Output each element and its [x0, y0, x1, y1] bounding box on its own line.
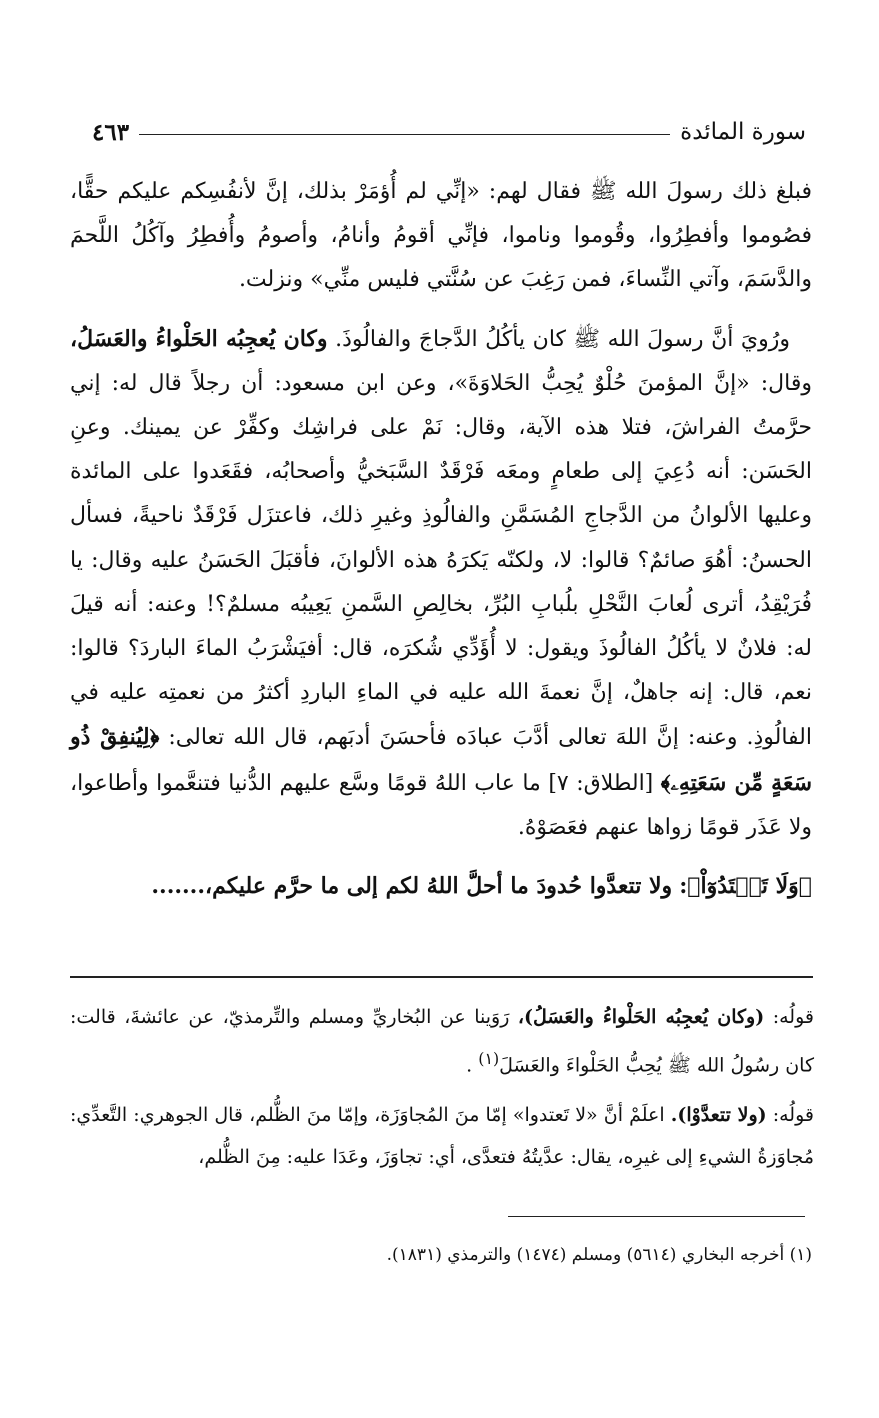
page-number: ٤٦٣	[92, 118, 130, 146]
running-header	[92, 112, 806, 152]
paragraph-3	[70, 864, 812, 909]
commentary-1-text: رَوَينا عن البُخاريِّ ومسلم والتِّرمذيّ، عن عائشةَ، قالت: كان رسُولُ الله ﷺ يُحِبُّ الحَلْواءَ والعَسَلَ	[70, 1006, 814, 1077]
main-commentary-divider	[70, 976, 813, 978]
quran-verse-talaq: ﴿لِيُنفِقْ ذُو سَعَةٍ مِّن سَعَتِهِۦ﴾	[70, 724, 813, 796]
footnote-divider	[508, 1216, 805, 1217]
commentary-2-lead: قولُه:	[772, 1104, 814, 1127]
para2-intro: ورُويَ أنَّ رسولَ الله ﷺ كان يأكُلُ الدَّجاجَ والفالُوذَ.	[335, 326, 790, 352]
para2-ending: ما عاب اللهُ قومًا وسَّع عليهم الدُّنيا فتنعَّموا وأطاعوا، ولا عَذَر قومًا زواها عنهم فعَصَوْهُ.	[70, 770, 812, 840]
commentary-2	[70, 1094, 814, 1178]
commentary-1-quote: (وكان يُعجِبُه الحَلْواءُ والعَسَلُ)،	[517, 1006, 765, 1028]
header-rule	[139, 134, 670, 135]
quoted-phrase-halwa: وكان يُعجِبُه الحَلْواءُ والعَسَلُ،	[70, 325, 328, 352]
commentary-1-lead: قولُه:	[772, 1006, 814, 1028]
commentary-1-end: .	[466, 1054, 473, 1077]
paragraph-1: فبلغ ذلك رسولَ الله ﷺ فقال لهم: «إنِّي لم أُؤمَرْ بذلك، إنَّ لأنفُسِكم عليكم حقًّا، فصُوموا وأفطِرُوا، وقُوموا وناموا، فإنِّي أقومُ وأنامُ، وأصومُ وأُفطِرُ وآكُلُ اللَّحمَ والدَّسَمَ، وآتي النِّساءَ، فمن رَغِبَ عن سُنَّتي فليس منِّي» ونزلت.	[70, 179, 812, 293]
footnote-marker: (١)	[478, 1049, 500, 1068]
para3-text: ولا تتعدَّوا حُدودَ ما أحلَّ اللهُ لكم إلى ما حرَّم عليكم،.......	[151, 873, 673, 900]
commentary-2-quote: (ولا تتعدَّوْا).	[670, 1104, 767, 1127]
verse-reference: [الطلاق: ٧]	[548, 770, 654, 796]
footnote: (١) أخرجه البخاري (٥٦١٤) ومسلم (١٤٧٤) والترمذي (١٨٣١).	[386, 1245, 812, 1265]
quran-phrase-la-tatadu: ﴿وَلَا تَعۡتَدُوٓاْ﴾:	[679, 873, 812, 900]
para2-body: وقال: «إنَّ المؤمنَ حُلْوٌ يُحِبُّ الحَلاوَةَ»، وعن ابن مسعود: أن رجلاً قال له: إني حرَّمتُ الفراشَ، فتلا هذه الآية، وقال: نَمْ على فراشِك وكفِّرْ عن يمينك. وعنِ الحَسَن: أنه دُعِيَ إلى طعامٍ ومعَه فَرْقَدٌ السَّبَخيُّ وأصحابُه، فقَعَدوا على المائدة وعليها الألوانُ من الدَّجاجِ المُسَمَّنِ والفالُوذِ وغيرِ ذلك، فاعتزَل فَرْقَدٌ ناحيةً، فسأل الحسنُ: أهُوَ صائمٌ؟ قالوا: لا، ولكنّه يَكرَهُ هذه الألوانَ، فأقبَلَ الحَسَنُ عليه وقال: يا فُرَيْقِدُ، أترى لُعابَ النَّحْلِ بلُبابِ البُرِّ، بخالِصِ السَّمنِ يَعِيبُه مسلمٌ؟! وعنه: أنه قيلَ له: فلانٌ لا يأكُلُ الفالُوذَ ويقول: لا أُؤَدِّي شُكرَه، قال: أفيَشْرَبُ الماءَ الباردَ؟ قالوا: نعم، قال: إنه جاهلٌ، إنَّ نعمةَ الله عليه في الماءِ الباردِ أكثرُ من نعمتِه عليه في الفالُوذِ. وعنه: إنَّ اللهَ تعالى أدَّبَ عبادَه فأحسَنَ أدبَهم، قال الله تعالى:	[70, 370, 812, 751]
paragraph-2	[70, 317, 812, 850]
commentary-2-text: اعلَمْ أنَّ «لا تَعتدوا» إمّا منَ المُجاوَزَة، وإمّا منَ الظُّلم، قال الجوهري: التَّعدِّي: مُجاوَزةُ الشيءِ إلى غيرِه، يقال: عدَّيتُهُ فتعدَّى، أي: تجاوَزَ، وعَدَا عليه: مِنَ الظُّلم،	[70, 1104, 814, 1169]
surah-title: سورة المائدة	[680, 119, 806, 145]
commentary-1	[70, 996, 814, 1086]
main-text	[70, 170, 812, 909]
commentary-section	[70, 996, 814, 1186]
